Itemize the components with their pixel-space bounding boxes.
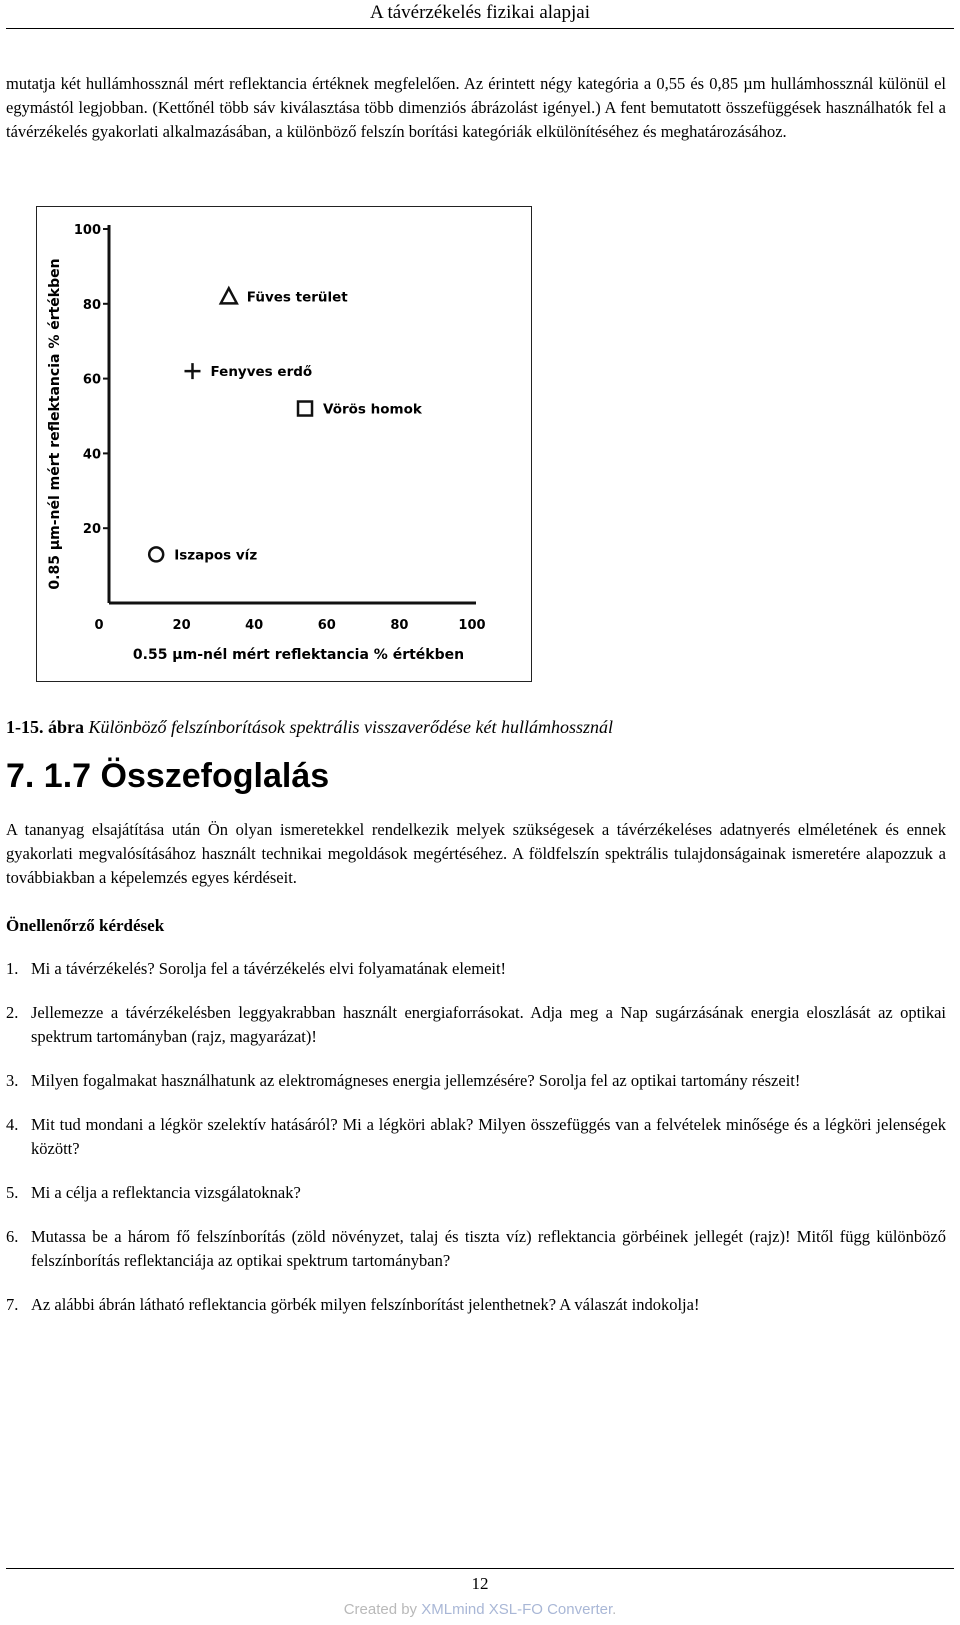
question-item — [6, 1001, 946, 1049]
header-rule — [6, 28, 954, 29]
y-axis-label: 0.85 µm-nél mért reflektancia % értékben — [47, 258, 63, 590]
question-text: Jellemezze a távérzékelésben leggyakrabban használt energiaforrásokat. Adja meg a Nap sugárzásának energia eloszlását az optikai spektrum tartományban (rajz, magyarázat)! — [31, 1003, 946, 1046]
question-text: Mutassa be a három fő felszínborítás (zöld növényzet, talaj és tiszta víz) reflektancia görbéinek jellegét (rajz)! Mitől függ különböző felszínborítás reflektanciája az optikai spektrum tartományban? — [31, 1227, 946, 1270]
generator-brand-link[interactable]: XMLmind XSL-FO Converter — [421, 1601, 613, 1618]
intro-paragraph: mutatja két hullámhossznál mért reflektancia értéknek megfelelően. Az érintett négy kategória a 0,55 és 0,85 µm hullámhossznál különül el egymástól legjobban. (Kettőnél több sáv kiválasztása több dimenziós ábrázolást igényel.) A fent bemutatott összefüggések használhatók fel a távérzékelés gyakorlati alkalmazásában, a különböző felszín borítási kategóriák elkülönítéséhez és meghatározásához. — [6, 74, 946, 141]
x-tick-label: 80 — [390, 618, 409, 633]
self-check-title: Önellenőrző kérdések — [6, 916, 165, 935]
generator-credit — [0, 1601, 960, 1619]
point-label: Fenyves erdő — [210, 364, 313, 381]
footer-rule — [6, 1568, 954, 1569]
x-tick-label: 100 — [458, 618, 486, 633]
running-header: A távérzékelés fizikai alapjai — [370, 2, 590, 23]
question-list — [6, 957, 946, 1337]
question-item — [6, 1069, 946, 1093]
caption-number: 1-15. ábra — [6, 717, 84, 737]
question-number: 2. — [6, 1003, 19, 1022]
question-text: Mi a célja a reflektancia vizsgálatoknak? — [31, 1183, 301, 1202]
point-label: Füves terület — [246, 289, 348, 306]
question-number: 4. — [6, 1115, 19, 1134]
y-tick-label: 40 — [82, 447, 101, 463]
question-number: 6. — [6, 1227, 19, 1246]
data-point — [298, 402, 423, 418]
question-text: Milyen fogalmakat használhatunk az elektromágneses energia jellemzésére? Sorolja fel az optikai tartomány részeit! — [31, 1071, 801, 1090]
summary-paragraph: A tananyag elsajátítása után Ön olyan ismeretekkel rendelkezik melyek szükségesek a távérzékeléses adatnyerés elméletének és ennek gyakorlati megvalósításához használt technikai megoldások megértéséhez. A földfelszín spektrális tulajdonságainak ismeretére alapozzuk a továbbiakban a képelemzés egyes kérdéseit. — [6, 820, 946, 887]
scatter-chart — [37, 207, 531, 681]
x-tick-label: 20 — [172, 618, 191, 633]
x-tick-label: 0 — [94, 618, 104, 633]
x-tick-label: 40 — [245, 618, 264, 633]
y-tick-label: 60 — [82, 372, 101, 388]
caption-text: Különböző felszínborítások spektrális visszaverődése két hullámhossznál — [88, 717, 613, 737]
question-text: Az alábbi ábrán látható reflektancia görbék milyen felszínborítást jelenthetnek? A válaszát indokolja! — [31, 1295, 700, 1314]
question-number: 3. — [6, 1071, 19, 1090]
question-text: Mit tud mondani a légkör szelektív hatásáról? Mi a légköri ablak? Milyen összefüggés van a felvételek minősége és a légköri jelenségek között? — [31, 1115, 946, 1158]
question-item — [6, 1225, 946, 1273]
x-axis-label: 0.55 µm-nél mért reflektancia % értékben — [132, 647, 465, 663]
question-text: Mi a távérzékelés? Sorolja fel a távérzékelés elvi folyamatának elemeit! — [31, 959, 507, 978]
y-tick-label: 20 — [82, 522, 101, 538]
square-marker — [298, 402, 312, 416]
reflectance-scatter-figure — [36, 206, 532, 682]
question-item — [6, 1113, 946, 1161]
point-label: Vörös homok — [323, 401, 422, 418]
question-item — [6, 1293, 946, 1317]
question-number: 5. — [6, 1183, 19, 1202]
page-number: 12 — [471, 1574, 489, 1593]
question-number: 7. — [6, 1295, 19, 1314]
x-tick-label: 60 — [317, 618, 336, 633]
generator-prefix: Created by — [343, 1601, 422, 1618]
figure-caption — [6, 716, 613, 738]
data-point — [221, 288, 349, 305]
data-point — [184, 363, 312, 380]
y-tick-label: 80 — [82, 297, 101, 313]
point-label: Iszapos víz — [174, 547, 258, 564]
question-item — [6, 957, 946, 981]
data-point — [149, 547, 257, 563]
circle-marker — [149, 547, 163, 561]
section-title: 7. 1.7 Összefoglalás — [6, 757, 330, 795]
triangle-marker — [221, 288, 237, 303]
question-item — [6, 1181, 946, 1205]
y-tick-label: 100 — [73, 223, 101, 238]
generator-suffix: . — [612, 1601, 617, 1618]
question-number: 1. — [6, 959, 19, 978]
